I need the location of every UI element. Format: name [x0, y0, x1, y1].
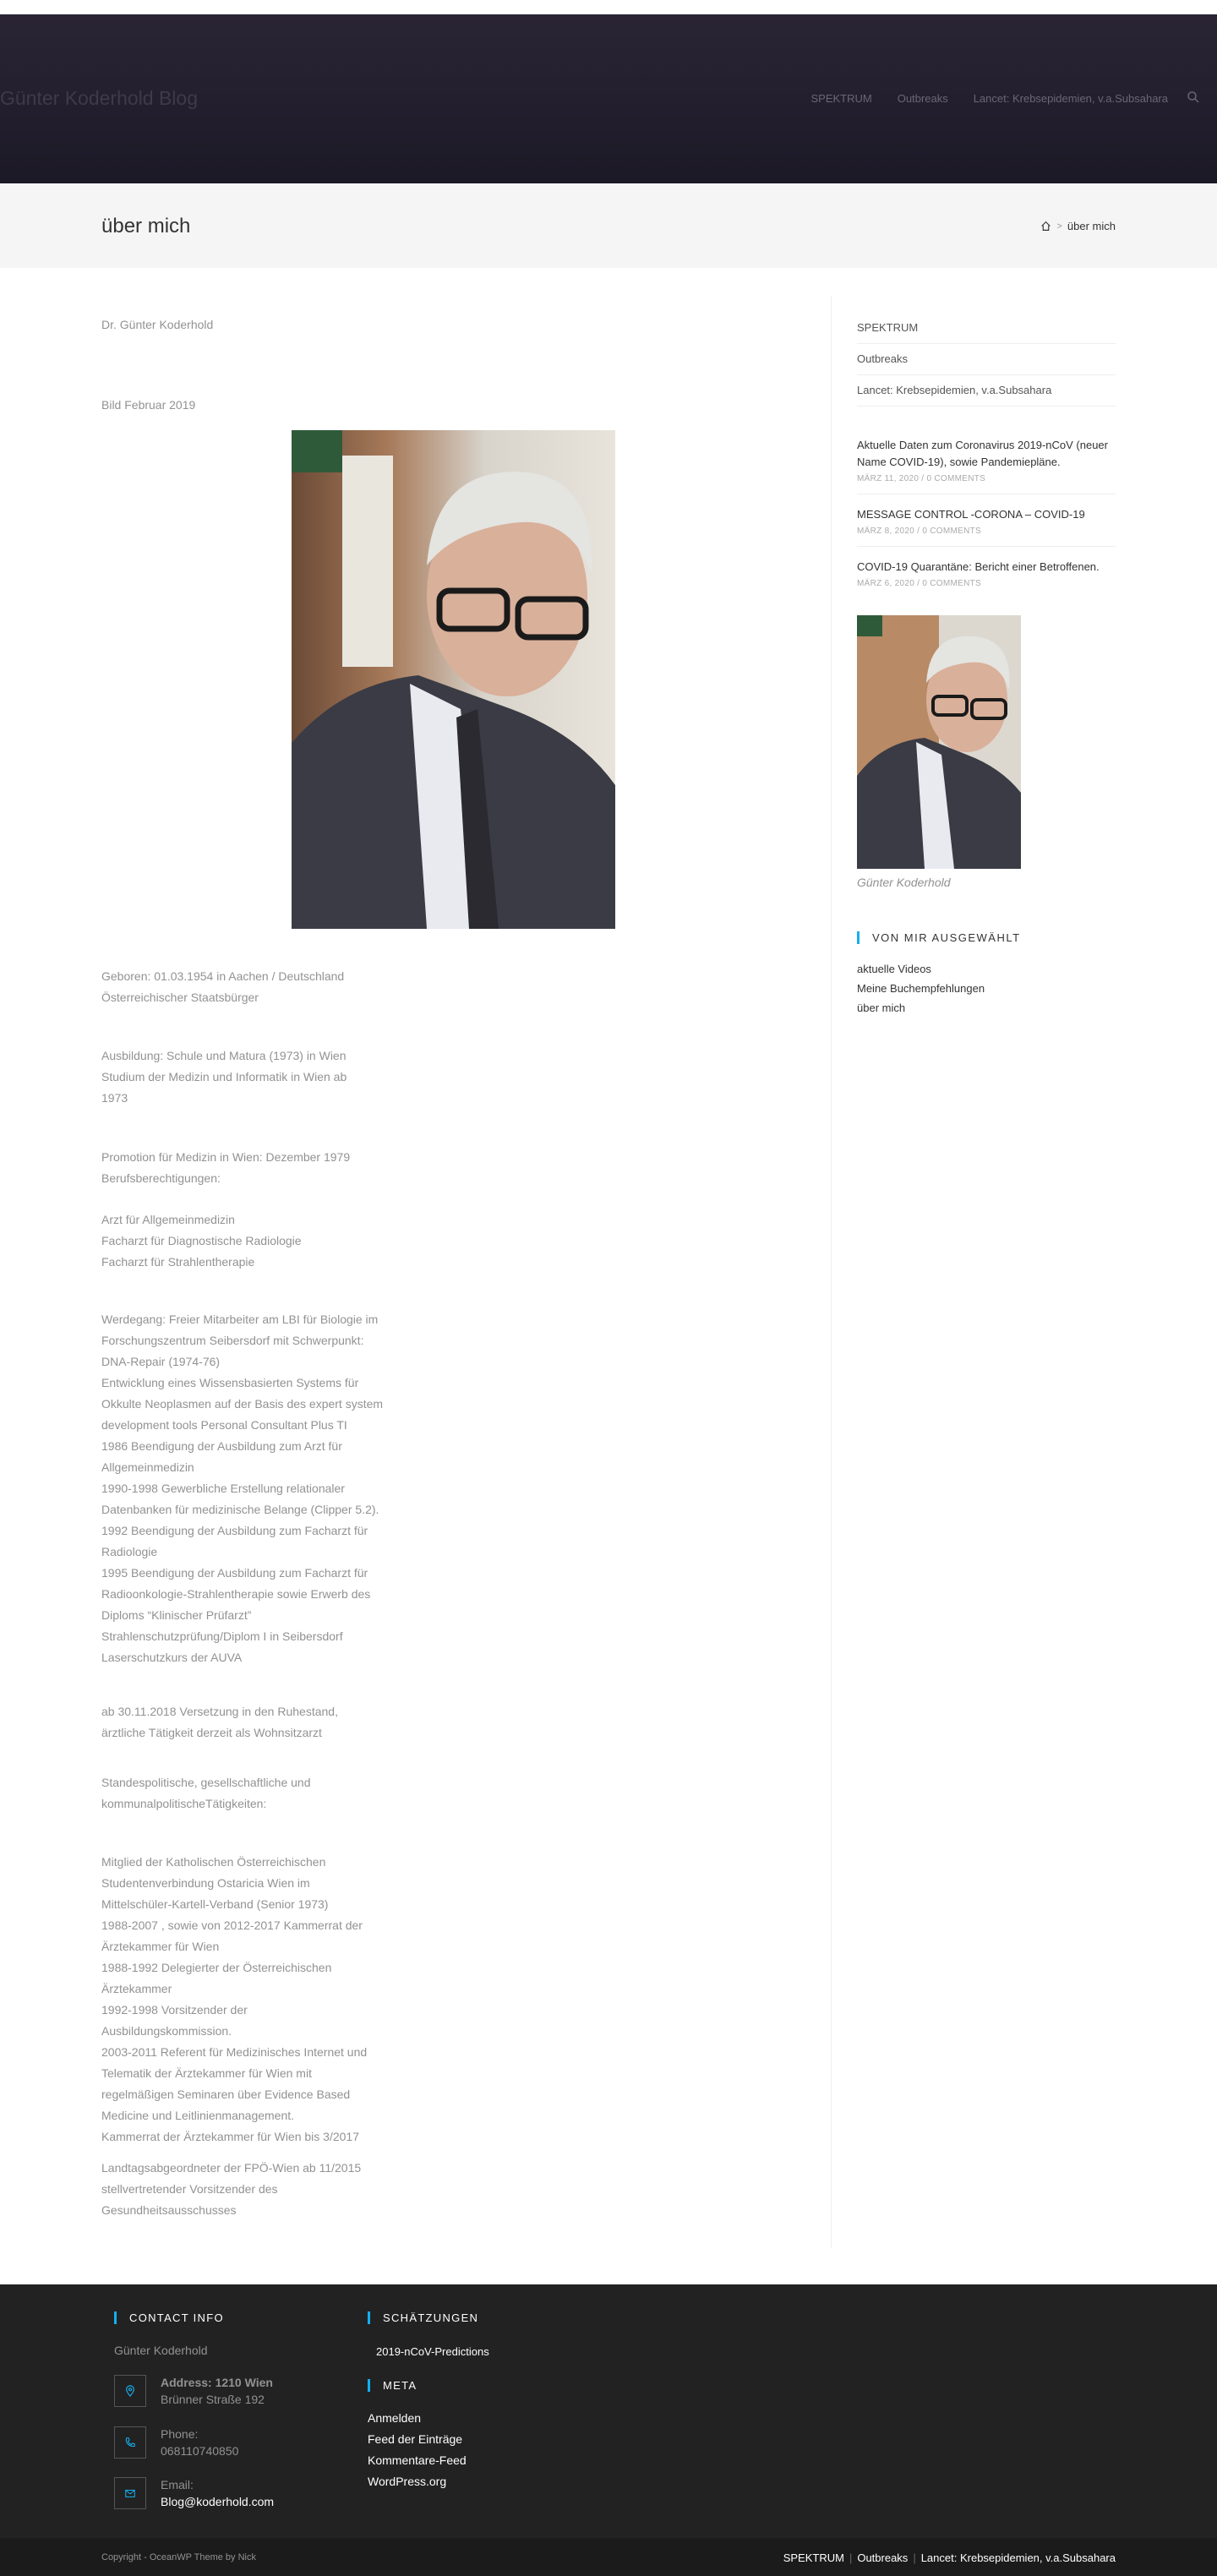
career-block [101, 1309, 389, 1668]
bio-line: Allgemeinmedizin [101, 1460, 194, 1474]
address-city: 1210 Wien [215, 2376, 273, 2389]
bio-line: Telematik der Ärztekammer für Wien mit [101, 2066, 312, 2080]
sidebar-item-outbreaks[interactable]: Outbreaks [857, 344, 1116, 375]
bio-line: Ärztekammer für Wien [101, 1940, 220, 1953]
breadcrumb [1040, 220, 1116, 232]
phone-block [161, 2426, 238, 2459]
bio-line: Studentenverbindung Ostaricia Wien im [101, 1876, 310, 1890]
nav-item-lancet[interactable]: Lancet: Krebsepidemien, v.a.Subsahara [973, 92, 1168, 105]
author-line: Dr. Günter Koderhold [101, 318, 214, 331]
email-label: Email: [161, 2478, 194, 2491]
post-title[interactable]: COVID-19 Quarantäne: Bericht einer Betroffenen. [857, 560, 1100, 573]
bio-line: DNA-Repair (1974-76) [101, 1355, 221, 1368]
recent-posts [857, 425, 1116, 598]
bio-line: Werdegang: Freier Mitarbeiter am LBI für Biologie im [101, 1313, 379, 1326]
memberships-block [101, 1852, 389, 2148]
post-title[interactable]: MESSAGE CONTROL -CORONA – COVID-19 [857, 508, 1085, 521]
recent-post [857, 547, 1116, 598]
bio-line: ab 30.11.2018 Versetzung in den Ruhestand, [101, 1705, 338, 1718]
post-date: MÄRZ 6, 2020 [857, 579, 915, 588]
featured-heading: VON MIR AUSGEWÄHLT [857, 931, 1116, 944]
address-label: Address: [161, 2376, 212, 2389]
bio-line: Forschungszentrum Seibersdorf mit Schwerpunkt: [101, 1334, 364, 1347]
bio-line: 1988-2007 , sowie von 2012-2017 Kammerrat der [101, 1918, 363, 1932]
bio-line: Okkulte Neoplasmen auf der Basis des expert system [101, 1397, 384, 1411]
meta-link-entries-feed[interactable]: Feed der Einträge [368, 2432, 463, 2446]
post-meta: MÄRZ 6, 2020 / 0 COMMENTS [857, 579, 981, 588]
phone-value[interactable]: 068110740850 [161, 2444, 239, 2458]
featured-link[interactable]: Meine Buchempfehlungen [857, 982, 985, 995]
bio-line: 1990-1998 Gewerbliche Erstellung relationaler [101, 1482, 345, 1495]
bio-line: Ausbildung: Schule und Matura (1973) in Wien [101, 1049, 347, 1062]
bottom-bar [0, 2538, 1217, 2576]
bio-line: Österreichischer Staatsbürger [101, 991, 259, 1004]
bottom-item-spektrum[interactable]: SPEKTRUM [783, 2551, 844, 2564]
bio-line: Facharzt für Strahlentherapie [101, 1255, 255, 1269]
bottom-item-outbreaks[interactable]: Outbreaks [857, 2551, 909, 2564]
post-comments[interactable]: 0 COMMENTS [926, 474, 986, 483]
post-date: MÄRZ 11, 2020 [857, 474, 920, 483]
email-value[interactable]: Blog@koderhold.com [161, 2495, 275, 2508]
bottom-menu [783, 2551, 1116, 2564]
bio-line: Radiologie [101, 1545, 158, 1558]
estimates-heading: SCHÄTZUNGEN [368, 2311, 478, 2324]
image-caption: Bild Februar 2019 [101, 398, 196, 412]
sidebar-item-spektrum[interactable]: SPEKTRUM [857, 313, 1116, 344]
page-title: über mich [101, 215, 191, 237]
bio-line: 1986 Beendigung der Ausbildung zum Arzt für [101, 1439, 342, 1453]
bio-line: Kammerrat der Ärztekammer für Wien bis 3/2017 [101, 2130, 359, 2143]
email-icon [114, 2477, 146, 2509]
meta-heading: META [368, 2379, 417, 2392]
post-date: MÄRZ 8, 2020 [857, 527, 915, 536]
bio-line: Datenbanken für medizinische Belange (Clipper 5.2). [101, 1503, 379, 1516]
recent-post [857, 494, 1116, 547]
bio-line: Diploms “Klinischer Prüfarzt” [101, 1608, 252, 1622]
post-comments[interactable]: 0 COMMENTS [922, 527, 981, 536]
bio-line: Berufsberechtigungen: [101, 1171, 221, 1185]
bio-line: Standespolitische, gesellschaftliche und [101, 1776, 311, 1789]
main-nav [810, 92, 1168, 105]
bio-line: 1992-1998 Vorsitzender der [101, 2003, 248, 2017]
bottom-separator: | [913, 2551, 916, 2564]
sidebar-item-lancet[interactable]: Lancet: Krebsepidemien, v.a.Subsahara [857, 375, 1116, 407]
contact-heading: CONTACT INFO [114, 2311, 224, 2324]
site-title[interactable]: Günter Koderhold Blog [0, 87, 198, 109]
bottom-item-lancet[interactable]: Lancet: Krebsepidemien, v.a.Subsahara [920, 2551, 1116, 2564]
featured-link[interactable]: aktuelle Videos [857, 963, 931, 975]
bio-line: ärztliche Tätigkeit derzeit als Wohnsitzarzt [101, 1726, 322, 1739]
estimates-link[interactable]: 2019-nCoV-Predictions [376, 2345, 489, 2358]
meta-link-wordpress[interactable]: WordPress.org [368, 2475, 447, 2488]
top-bar [0, 0, 1217, 14]
sidebar [857, 313, 1116, 1018]
bio-line: Radioonkologie-Strahlentherapie sowie Erwerb des [101, 1587, 371, 1601]
portrait-photo [292, 430, 615, 929]
bio-line: Gesundheitsausschusses [101, 2203, 237, 2217]
bio-line: 1992 Beendigung der Ausbildung zum Facharzt für [101, 1524, 368, 1537]
page-header [0, 183, 1217, 268]
featured-links [857, 959, 1116, 1018]
email-block [161, 2476, 274, 2510]
bio-line: Promotion für Medizin in Wien: Dezember 1979 [101, 1150, 351, 1164]
bio-line: Entwicklung eines Wissensbasierten Systems für [101, 1376, 359, 1389]
bio-line: regelmäßigen Seminaren über Evidence Based [101, 2088, 351, 2101]
location-icon [114, 2375, 146, 2407]
bio-line: Ausbildungskommission. [101, 2024, 232, 2038]
recent-post [857, 425, 1116, 494]
nav-item-outbreaks[interactable]: Outbreaks [897, 92, 948, 105]
bio-line: Mittelschüler-Kartell-Verband (Senior 1973) [101, 1897, 329, 1911]
bio-line: Strahlenschutzprüfung/Diplom I in Seibersdorf [101, 1629, 343, 1643]
bio-line: Laserschutzkurs der AUVA [101, 1651, 243, 1664]
featured-link[interactable]: über mich [857, 1001, 906, 1014]
sidebar-image-caption: Günter Koderhold [857, 876, 951, 889]
bio-line: kommunalpolitischeTätigkeiten: [101, 1797, 267, 1810]
bio-line: Facharzt für Diagnostische Radiologie [101, 1234, 302, 1247]
bio-line: stellvertretender Vorsitzender des [101, 2182, 278, 2196]
address-block [161, 2374, 273, 2408]
copyright: Copyright - OceanWP Theme by Nick [101, 2552, 256, 2562]
post-meta: MÄRZ 11, 2020 / 0 COMMENTS [857, 474, 986, 483]
phone-icon [114, 2426, 146, 2459]
sidebar-divider [831, 296, 832, 2248]
search-icon[interactable] [1187, 90, 1200, 104]
site-header [0, 14, 1217, 183]
meta-link-comments-feed[interactable]: Kommentare-Feed [368, 2453, 467, 2467]
breadcrumb-separator: > [1056, 221, 1062, 232]
bio-line: 1973 [101, 1091, 128, 1105]
bio-line: 1995 Beendigung der Ausbildung zum Facharzt für [101, 1566, 368, 1580]
nav-item-spektrum[interactable]: SPEKTRUM [810, 92, 872, 105]
bio-line: Mitglied der Katholischen Österreichischen [101, 1855, 326, 1869]
phone-label: Phone: [161, 2427, 199, 2441]
breadcrumb-current: über mich [1067, 220, 1116, 232]
site-footer [0, 2284, 1217, 2538]
bio-line: 1988-1992 Delegierter der Österreichischen [101, 1961, 332, 1974]
bio-line: Arzt für Allgemeinmedizin [101, 1213, 235, 1226]
sidebar-portrait [857, 615, 1021, 869]
sidebar-menu [857, 313, 1116, 407]
meta-link-login[interactable]: Anmelden [368, 2411, 422, 2425]
post-title[interactable]: Aktuelle Daten zum Coronavirus 2019-nCoV (neuer Name COVID-19), sowie Pandemiepläne. [857, 439, 1108, 468]
bio-line: Landtagsabgeordneter der FPÖ-Wien ab 11/2015 [101, 2161, 362, 2175]
post-meta: MÄRZ 8, 2020 / 0 COMMENTS [857, 527, 981, 536]
bio-line: Medicine und Leitlinienmanagement. [101, 2109, 295, 2122]
bio-line: Ärztekammer [101, 1982, 172, 1995]
bottom-separator: | [849, 2551, 853, 2564]
post-comments[interactable]: 0 COMMENTS [922, 579, 981, 588]
bio-line: development tools Personal Consultant Plus TI [101, 1418, 347, 1432]
bio-line: Geboren: 01.03.1954 in Aachen / Deutschland [101, 969, 345, 983]
address-street: Brünner Straße 192 [161, 2393, 265, 2406]
contact-name: Günter Koderhold [114, 2344, 208, 2357]
home-icon[interactable] [1040, 221, 1051, 232]
bio-line: 2003-2011 Referent für Medizinisches Internet und [101, 2045, 368, 2059]
bio-line: Studium der Medizin und Informatik in Wien ab [101, 1070, 347, 1083]
